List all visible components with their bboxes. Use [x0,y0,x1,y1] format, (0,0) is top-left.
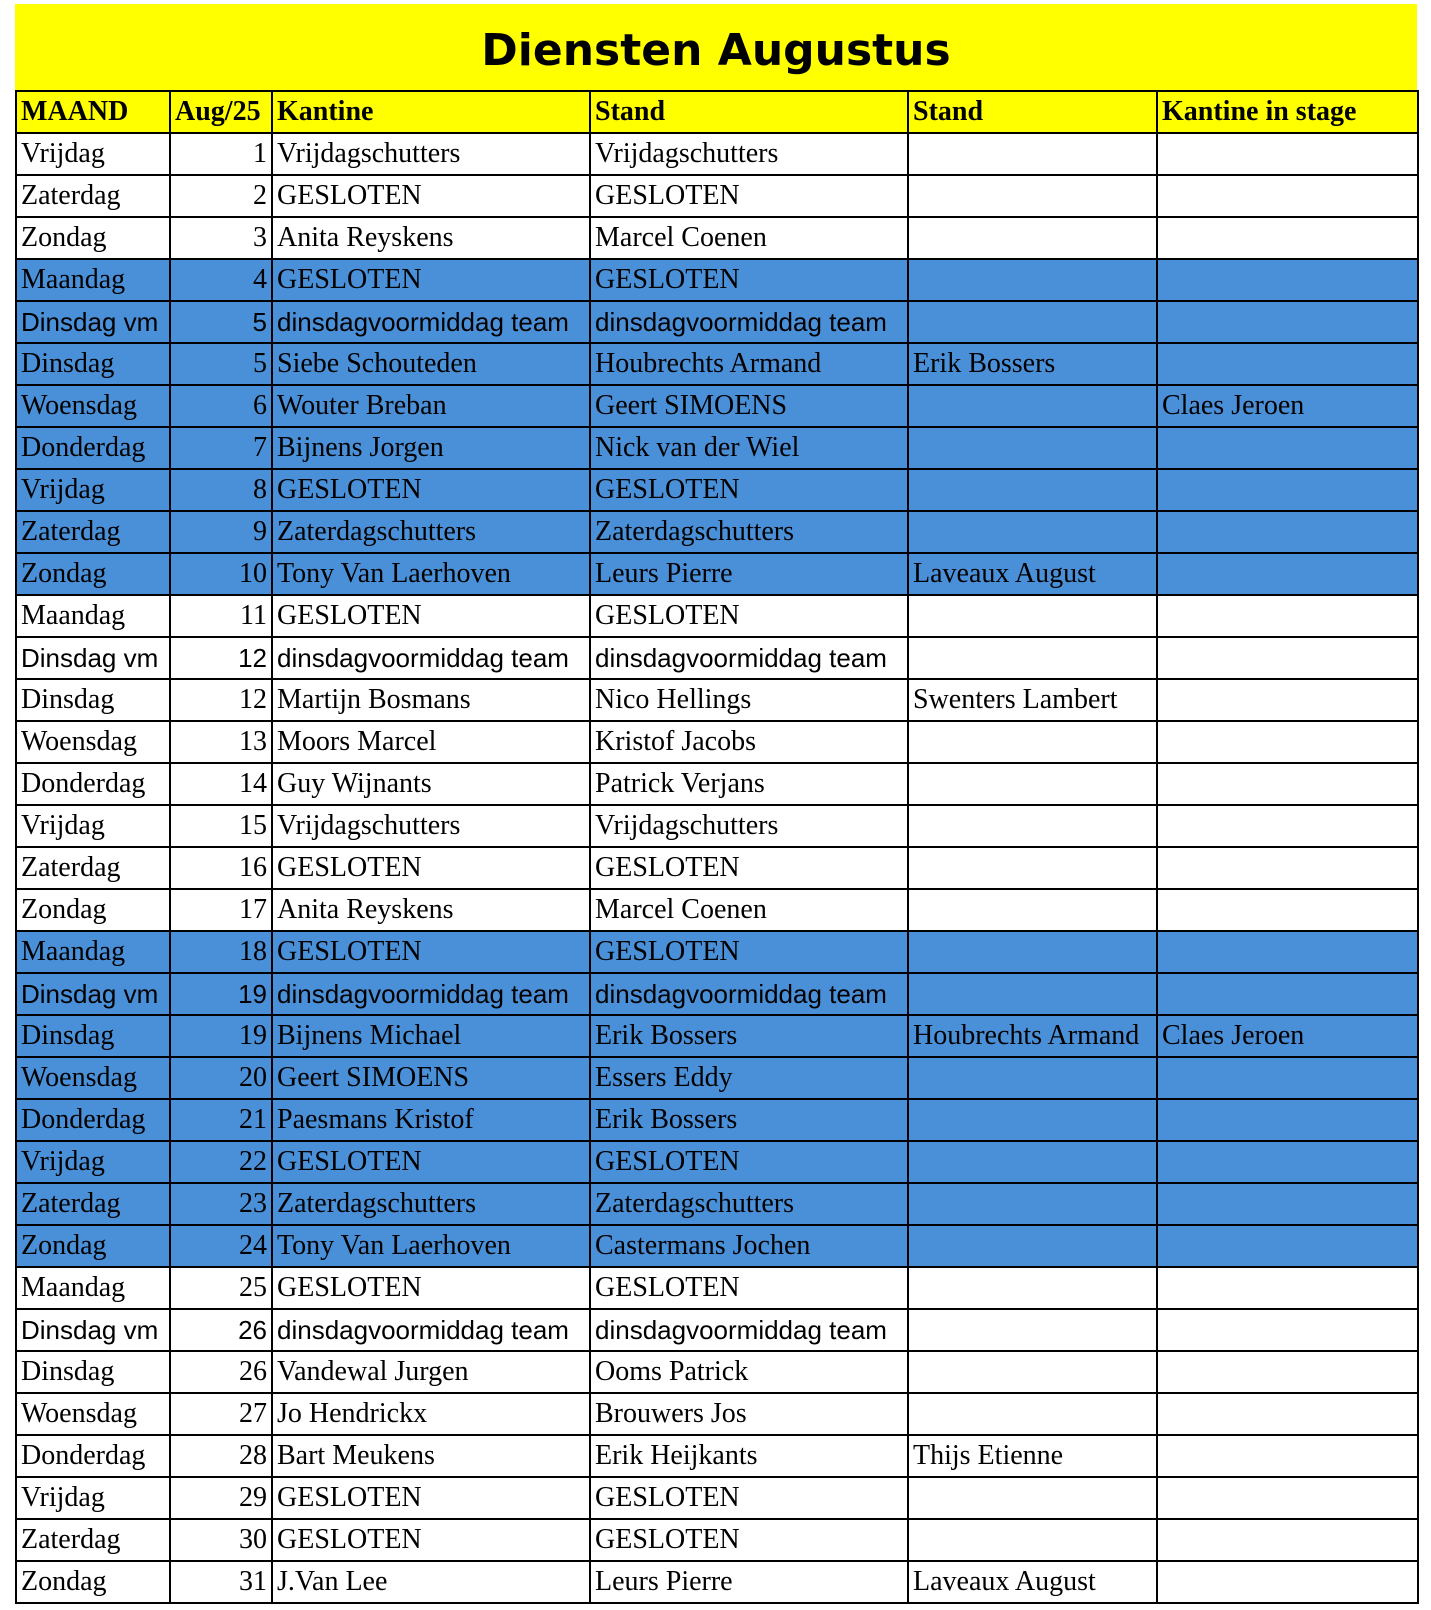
cell-stand: Erik Bossers [590,1015,908,1057]
cell-day: Zondag [16,1225,170,1267]
cell-kantine: GESLOTEN [272,931,590,973]
cell-stand: dinsdagvoormiddag team [590,637,908,679]
cell-kantine-in-stage [1157,721,1418,763]
schedule-table [15,90,1419,1604]
cell-stand: GESLOTEN [590,931,908,973]
cell-kantine-in-stage [1157,1519,1418,1561]
cell-kantine: GESLOTEN [272,1267,590,1309]
cell-kantine: Anita Reyskens [272,889,590,931]
cell-stand-2 [908,385,1157,427]
cell-stand: Geert SIMOENS [590,385,908,427]
cell-date: 7 [170,427,272,469]
cell-stand: GESLOTEN [590,175,908,217]
cell-kantine-in-stage [1157,1477,1418,1519]
table-row [16,1267,1418,1309]
cell-day: Zaterdag [16,847,170,889]
cell-stand-2 [908,427,1157,469]
cell-day: Vrijdag [16,1141,170,1183]
header-row [16,91,1418,133]
cell-date: 22 [170,1141,272,1183]
cell-kantine-in-stage [1157,679,1418,721]
cell-kantine: GESLOTEN [272,259,590,301]
table-row [16,1477,1418,1519]
cell-stand-2 [908,1099,1157,1141]
cell-day: Vrijdag [16,805,170,847]
cell-stand-2 [908,175,1157,217]
cell-stand-2 [908,721,1157,763]
cell-stand-2 [908,1267,1157,1309]
cell-kantine-in-stage [1157,1099,1418,1141]
cell-kantine: Guy Wijnants [272,763,590,805]
cell-stand-2: Swenters Lambert [908,679,1157,721]
cell-date: 13 [170,721,272,763]
cell-stand-2 [908,931,1157,973]
header-stand-2: Stand [908,91,1157,133]
table-row [16,427,1418,469]
header-maand: MAAND [16,91,170,133]
table-row [16,1435,1418,1477]
cell-kantine: Vandewal Jurgen [272,1351,590,1393]
cell-date: 24 [170,1225,272,1267]
cell-stand: Brouwers Jos [590,1393,908,1435]
table-row [16,469,1418,511]
cell-date: 25 [170,1267,272,1309]
cell-kantine-in-stage [1157,1267,1418,1309]
table-row [16,385,1418,427]
cell-stand: GESLOTEN [590,1141,908,1183]
cell-date: 12 [170,637,272,679]
cell-date: 10 [170,553,272,595]
cell-date: 17 [170,889,272,931]
cell-stand: dinsdagvoormiddag team [590,301,908,343]
table-row [16,1351,1418,1393]
cell-stand: Castermans Jochen [590,1225,908,1267]
cell-stand-2 [908,511,1157,553]
cell-kantine-in-stage [1157,1057,1418,1099]
cell-stand: GESLOTEN [590,1267,908,1309]
cell-stand: GESLOTEN [590,469,908,511]
table-row [16,805,1418,847]
cell-kantine-in-stage [1157,847,1418,889]
cell-stand: Marcel Coenen [590,217,908,259]
cell-stand-2 [908,763,1157,805]
cell-kantine-in-stage [1157,511,1418,553]
cell-stand-2: Laveaux August [908,1561,1157,1603]
cell-date: 20 [170,1057,272,1099]
table-row [16,1309,1418,1351]
cell-kantine: J.Van Lee [272,1561,590,1603]
cell-stand-2 [908,217,1157,259]
cell-stand: Vrijdagschutters [590,805,908,847]
cell-kantine: GESLOTEN [272,847,590,889]
cell-kantine: GESLOTEN [272,469,590,511]
cell-stand: GESLOTEN [590,595,908,637]
cell-date: 29 [170,1477,272,1519]
cell-date: 23 [170,1183,272,1225]
cell-date: 12 [170,679,272,721]
cell-day: Zondag [16,889,170,931]
table-row [16,343,1418,385]
cell-stand-2 [908,469,1157,511]
cell-kantine: dinsdagvoormiddag team [272,301,590,343]
cell-stand-2 [908,1141,1157,1183]
table-row [16,1015,1418,1057]
cell-day: Maandag [16,1267,170,1309]
cell-stand: GESLOTEN [590,1477,908,1519]
header-kantine-in-stage: Kantine in stage [1157,91,1418,133]
table-row [16,1561,1418,1603]
cell-day: Maandag [16,931,170,973]
cell-kantine: GESLOTEN [272,595,590,637]
cell-stand-2 [908,1351,1157,1393]
table-row [16,973,1418,1015]
cell-kantine-in-stage [1157,1435,1418,1477]
cell-kantine: Martijn Bosmans [272,679,590,721]
table-row [16,217,1418,259]
cell-day: Woensdag [16,1057,170,1099]
table-row [16,1183,1418,1225]
cell-day: Zaterdag [16,1519,170,1561]
table-row [16,1141,1418,1183]
cell-stand-2: Houbrechts Armand [908,1015,1157,1057]
cell-stand: Essers Eddy [590,1057,908,1099]
table-row [16,1393,1418,1435]
cell-day: Vrijdag [16,133,170,175]
cell-day: Zaterdag [16,1183,170,1225]
header-stand: Stand [590,91,908,133]
cell-day: Dinsdag [16,343,170,385]
cell-kantine-in-stage [1157,1141,1418,1183]
cell-kantine-in-stage [1157,1225,1418,1267]
cell-kantine: Siebe Schouteden [272,343,590,385]
cell-date: 26 [170,1309,272,1351]
header-kantine: Kantine [272,91,590,133]
cell-kantine-in-stage [1157,931,1418,973]
cell-kantine-in-stage [1157,1393,1418,1435]
cell-day: Woensdag [16,385,170,427]
cell-stand: Leurs Pierre [590,1561,908,1603]
table-row [16,1225,1418,1267]
cell-stand: Zaterdagschutters [590,511,908,553]
cell-stand: dinsdagvoormiddag team [590,973,908,1015]
cell-date: 11 [170,595,272,637]
cell-day: Woensdag [16,1393,170,1435]
cell-kantine-in-stage [1157,301,1418,343]
cell-stand: Vrijdagschutters [590,133,908,175]
cell-kantine-in-stage [1157,889,1418,931]
cell-stand-2 [908,1057,1157,1099]
cell-stand: Zaterdagschutters [590,1183,908,1225]
cell-stand: Nick van der Wiel [590,427,908,469]
cell-stand: GESLOTEN [590,847,908,889]
cell-stand: GESLOTEN [590,259,908,301]
table-row [16,553,1418,595]
cell-day: Donderdag [16,427,170,469]
table-row [16,301,1418,343]
spreadsheet [15,4,1417,1604]
cell-kantine-in-stage [1157,1183,1418,1225]
cell-day: Dinsdag [16,1015,170,1057]
cell-stand-2: Erik Bossers [908,343,1157,385]
cell-day: Donderdag [16,1435,170,1477]
cell-stand: Erik Heijkants [590,1435,908,1477]
cell-day: Zondag [16,217,170,259]
cell-date: 21 [170,1099,272,1141]
cell-kantine: Jo Hendrickx [272,1393,590,1435]
cell-day: Vrijdag [16,1477,170,1519]
cell-day: Zaterdag [16,175,170,217]
cell-stand: Houbrechts Armand [590,343,908,385]
cell-day: Dinsdag vm [16,637,170,679]
cell-date: 15 [170,805,272,847]
cell-stand-2 [908,1477,1157,1519]
cell-day: Dinsdag [16,1351,170,1393]
cell-kantine-in-stage [1157,469,1418,511]
cell-stand: dinsdagvoormiddag team [590,1309,908,1351]
table-row [16,1519,1418,1561]
table-row [16,889,1418,931]
cell-date: 19 [170,1015,272,1057]
table-row [16,511,1418,553]
cell-day: Donderdag [16,763,170,805]
cell-kantine-in-stage [1157,1561,1418,1603]
table-row [16,847,1418,889]
cell-stand: Erik Bossers [590,1099,908,1141]
table-row [16,637,1418,679]
cell-kantine: Bijnens Michael [272,1015,590,1057]
cell-date: 16 [170,847,272,889]
cell-kantine-in-stage [1157,133,1418,175]
cell-stand: GESLOTEN [590,1519,908,1561]
cell-kantine-in-stage [1157,763,1418,805]
cell-date: 3 [170,217,272,259]
table-row [16,679,1418,721]
cell-stand: Marcel Coenen [590,889,908,931]
cell-stand-2 [908,1309,1157,1351]
cell-date: 5 [170,301,272,343]
cell-date: 4 [170,259,272,301]
cell-kantine-in-stage [1157,175,1418,217]
cell-stand-2 [908,1393,1157,1435]
cell-date: 18 [170,931,272,973]
cell-stand: Nico Hellings [590,679,908,721]
cell-day: Zondag [16,1561,170,1603]
cell-stand-2 [908,847,1157,889]
cell-kantine: Vrijdagschutters [272,805,590,847]
cell-date: 31 [170,1561,272,1603]
cell-stand-2 [908,595,1157,637]
cell-date: 5 [170,343,272,385]
cell-date: 9 [170,511,272,553]
cell-day: Maandag [16,259,170,301]
cell-kantine: Vrijdagschutters [272,133,590,175]
table-row [16,133,1418,175]
cell-date: 14 [170,763,272,805]
cell-stand-2 [908,1519,1157,1561]
table-row [16,175,1418,217]
cell-stand-2 [908,805,1157,847]
cell-kantine: Bijnens Jorgen [272,427,590,469]
table-row [16,721,1418,763]
cell-day: Woensdag [16,721,170,763]
cell-stand-2: Laveaux August [908,553,1157,595]
cell-kantine-in-stage [1157,1351,1418,1393]
cell-stand-2 [908,1183,1157,1225]
cell-day: Dinsdag vm [16,973,170,1015]
cell-kantine: Geert SIMOENS [272,1057,590,1099]
table-row [16,1057,1418,1099]
cell-kantine-in-stage [1157,553,1418,595]
table-row [16,1099,1418,1141]
cell-stand-2 [908,889,1157,931]
cell-kantine-in-stage [1157,805,1418,847]
cell-kantine: Wouter Breban [272,385,590,427]
cell-day: Dinsdag vm [16,301,170,343]
cell-kantine: dinsdagvoormiddag team [272,637,590,679]
cell-date: 19 [170,973,272,1015]
cell-kantine: Tony Van Laerhoven [272,1225,590,1267]
cell-kantine-in-stage [1157,217,1418,259]
cell-kantine-in-stage: Claes Jeroen [1157,385,1418,427]
cell-date: 8 [170,469,272,511]
cell-day: Dinsdag [16,679,170,721]
table-row [16,763,1418,805]
cell-kantine: Zaterdagschutters [272,511,590,553]
cell-kantine: GESLOTEN [272,1141,590,1183]
table-row [16,931,1418,973]
cell-stand-2 [908,973,1157,1015]
cell-stand-2 [908,637,1157,679]
header-date: Aug/25 [170,91,272,133]
cell-kantine: Zaterdagschutters [272,1183,590,1225]
cell-date: 2 [170,175,272,217]
cell-stand-2: Thijs Etienne [908,1435,1157,1477]
cell-stand: Leurs Pierre [590,553,908,595]
cell-stand-2 [908,133,1157,175]
cell-day: Zondag [16,553,170,595]
cell-stand-2 [908,1225,1157,1267]
cell-date: 6 [170,385,272,427]
cell-stand: Ooms Patrick [590,1351,908,1393]
cell-stand-2 [908,259,1157,301]
cell-kantine: GESLOTEN [272,1477,590,1519]
cell-date: 1 [170,133,272,175]
cell-date: 27 [170,1393,272,1435]
cell-kantine: Paesmans Kristof [272,1099,590,1141]
cell-date: 30 [170,1519,272,1561]
cell-kantine: Tony Van Laerhoven [272,553,590,595]
cell-day: Maandag [16,595,170,637]
cell-day: Vrijdag [16,469,170,511]
cell-day: Dinsdag vm [16,1309,170,1351]
cell-kantine-in-stage [1157,637,1418,679]
cell-stand: Kristof Jacobs [590,721,908,763]
cell-day: Donderdag [16,1099,170,1141]
table-row [16,595,1418,637]
cell-kantine: GESLOTEN [272,175,590,217]
cell-date: 26 [170,1351,272,1393]
cell-kantine: GESLOTEN [272,1519,590,1561]
cell-kantine-in-stage [1157,973,1418,1015]
cell-stand: Patrick Verjans [590,763,908,805]
table-row [16,259,1418,301]
cell-kantine-in-stage: Claes Jeroen [1157,1015,1418,1057]
cell-kantine: dinsdagvoormiddag team [272,973,590,1015]
cell-kantine: Moors Marcel [272,721,590,763]
cell-kantine-in-stage [1157,427,1418,469]
cell-kantine: dinsdagvoormiddag team [272,1309,590,1351]
cell-kantine-in-stage [1157,259,1418,301]
cell-kantine-in-stage [1157,595,1418,637]
cell-stand-2 [908,301,1157,343]
cell-date: 28 [170,1435,272,1477]
page-title: Diensten Augustus [15,4,1417,90]
cell-kantine: Anita Reyskens [272,217,590,259]
cell-kantine-in-stage [1157,343,1418,385]
cell-day: Zaterdag [16,511,170,553]
cell-kantine: Bart Meukens [272,1435,590,1477]
cell-kantine-in-stage [1157,1309,1418,1351]
